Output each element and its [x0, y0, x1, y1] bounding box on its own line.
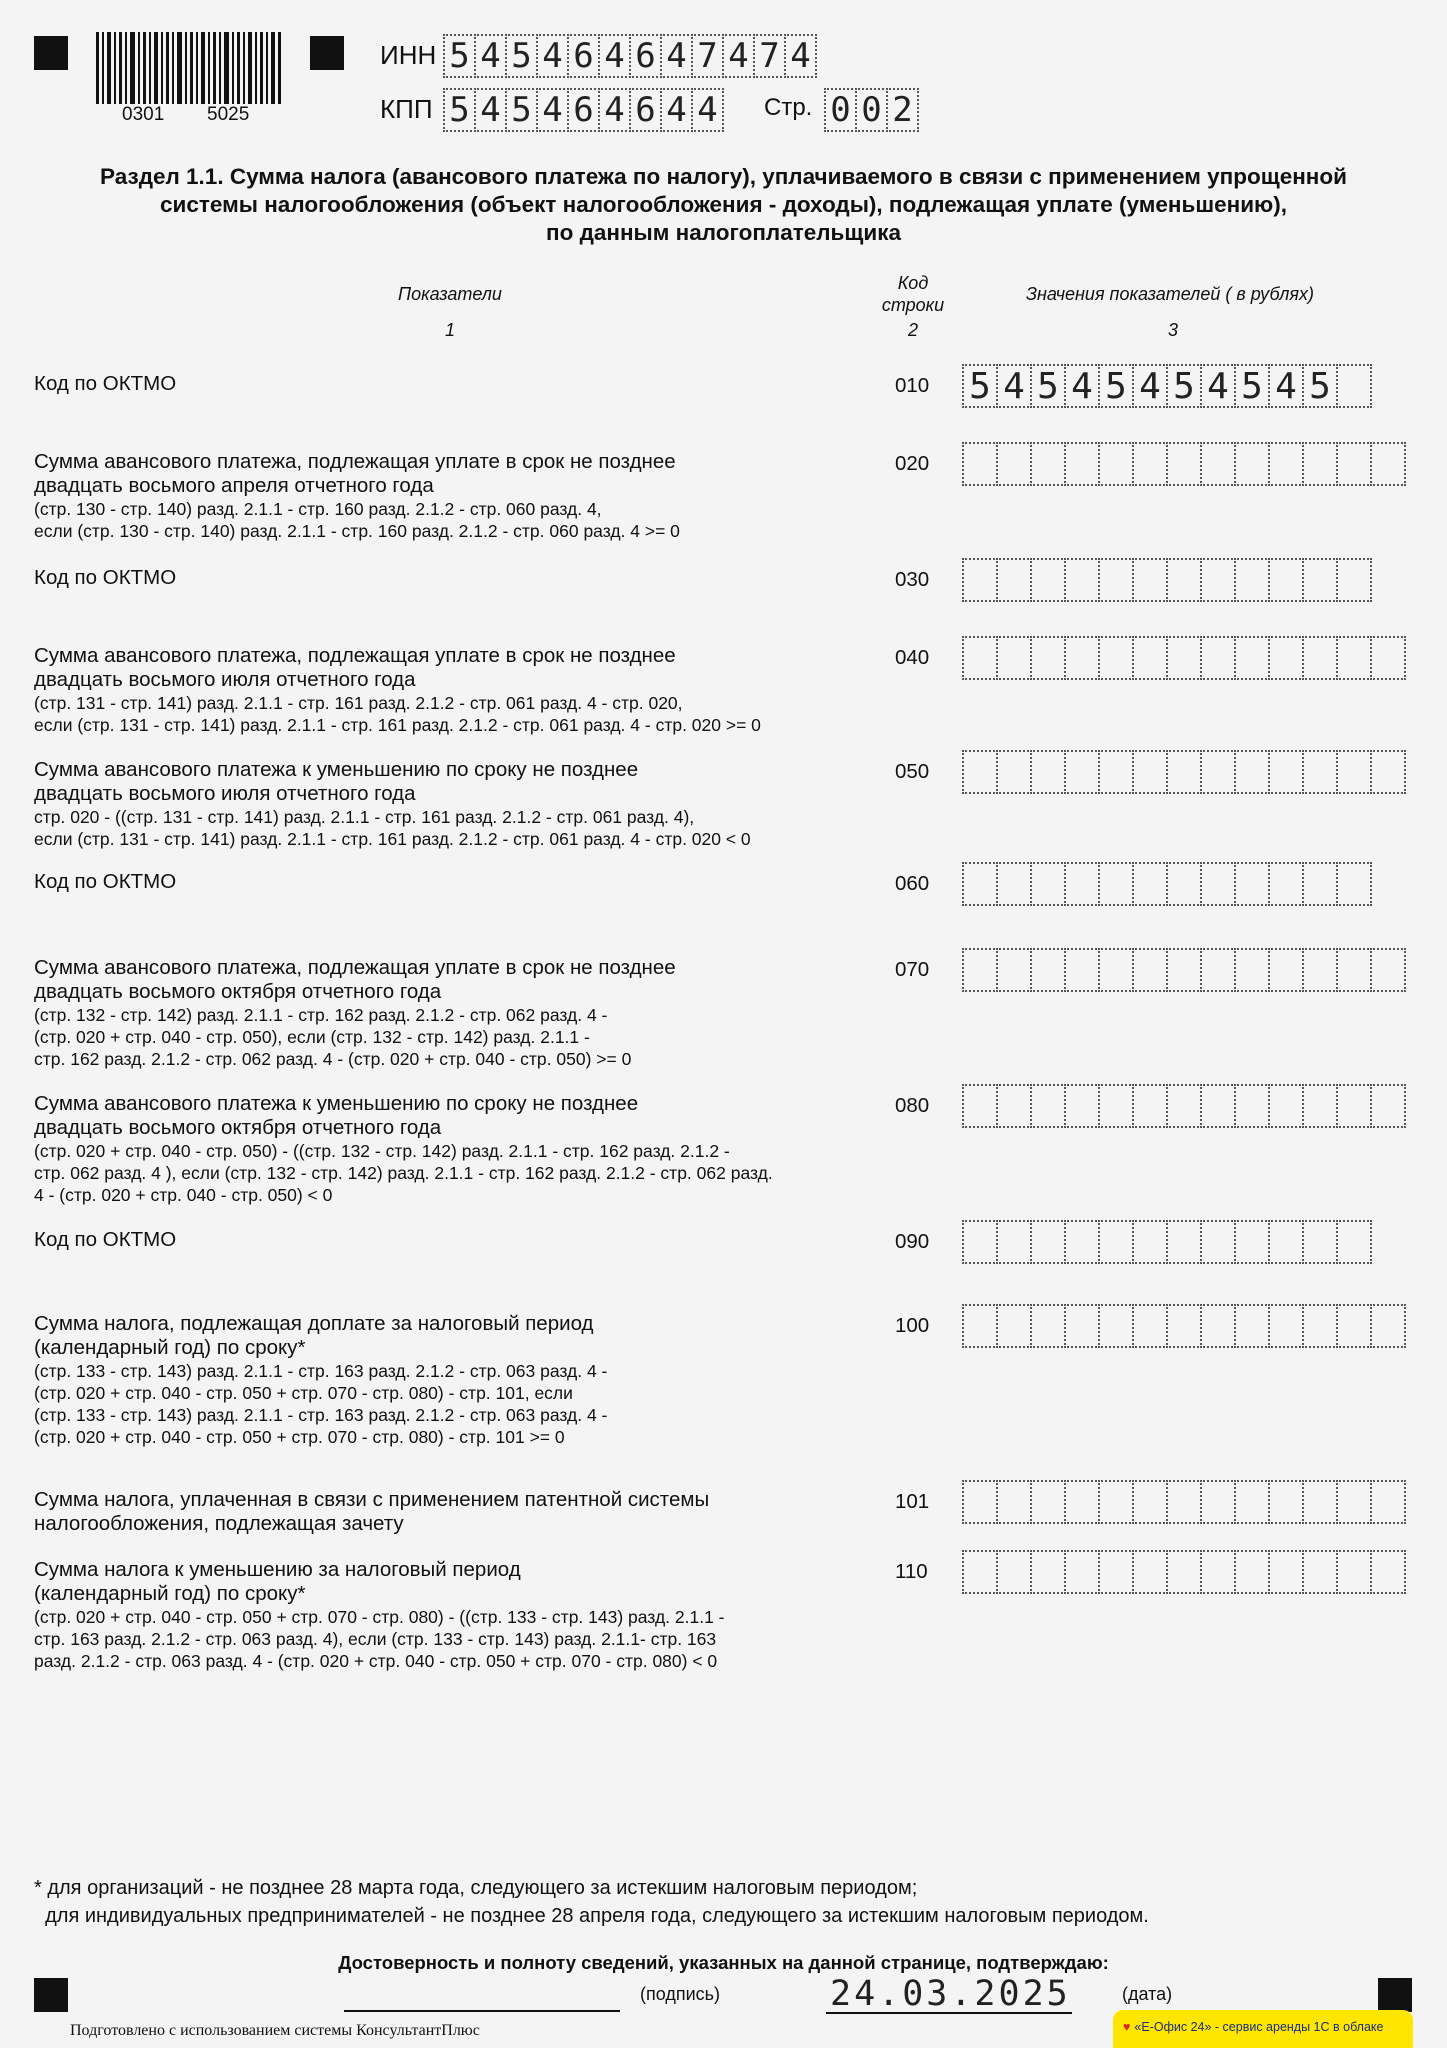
value-cell[interactable]: [996, 442, 1032, 486]
value-cell[interactable]: [1302, 1304, 1338, 1348]
confirmation-text: Достоверность и полноту сведений, указанных на данной странице, подтверждаю:: [338, 1952, 1109, 1973]
value-cell[interactable]: [1200, 1084, 1236, 1128]
row-description: [34, 1228, 874, 1252]
value-cell[interactable]: [1030, 948, 1066, 992]
value-cell[interactable]: [1302, 1220, 1338, 1264]
value-cell[interactable]: [1166, 862, 1202, 906]
value-cell[interactable]: [996, 1304, 1032, 1348]
value-cell[interactable]: [1098, 948, 1134, 992]
value-cell[interactable]: [1234, 1220, 1270, 1264]
row-value-cells: [964, 1550, 1406, 1594]
value-cell[interactable]: [962, 862, 998, 906]
value-cell[interactable]: [1234, 1480, 1270, 1524]
row-title-line: двадцать восьмого октября отчетного года: [34, 980, 442, 1003]
value-cell[interactable]: [1030, 1480, 1066, 1524]
value-cell[interactable]: [1030, 1220, 1066, 1264]
value-cell[interactable]: [996, 558, 1032, 602]
row-code: 070: [895, 958, 930, 981]
row-code: 010: [895, 374, 930, 397]
value-cell[interactable]: [1302, 1084, 1338, 1128]
value-cell[interactable]: [1336, 364, 1372, 408]
inn-cell[interactable]: 6: [567, 34, 600, 78]
value-cell[interactable]: [1132, 750, 1168, 794]
row-description: [34, 566, 874, 590]
row-code: 030: [895, 568, 930, 591]
value-cell[interactable]: [1200, 1550, 1236, 1594]
row-description: [34, 1092, 874, 1206]
value-cell[interactable]: [1234, 862, 1270, 906]
value-cell[interactable]: [1030, 558, 1066, 602]
value-cell[interactable]: [1234, 442, 1270, 486]
value-cell[interactable]: [1370, 948, 1406, 992]
inn-cell[interactable]: 7: [691, 34, 724, 78]
value-cell[interactable]: [1200, 1220, 1236, 1264]
value-cell[interactable]: [1336, 1084, 1372, 1128]
row-formula-line: (стр. 020 + стр. 040 - стр. 050) - ((стр. 132 - стр. 142) разд. 2.1.1 - стр. 162 разд. 2.1.2 -: [34, 1141, 730, 1161]
promo-banner[interactable]: [1113, 2010, 1413, 2048]
value-cell[interactable]: [1132, 1480, 1168, 1524]
value-cell[interactable]: [1166, 1084, 1202, 1128]
row-title-line: Сумма авансового платежа, подлежащая уплате в срок не позднее: [34, 450, 676, 473]
row-title-line: двадцать восьмого июля отчетного года: [34, 668, 416, 691]
value-cell[interactable]: [1200, 442, 1236, 486]
value-cell[interactable]: 4: [996, 364, 1032, 408]
row-description: [34, 1558, 874, 1672]
value-cell[interactable]: [1166, 1304, 1202, 1348]
heart-icon: ♥: [1123, 2020, 1131, 2034]
value-cell[interactable]: [1336, 1304, 1372, 1348]
row-description: [34, 1488, 874, 1536]
row-value-cells: [964, 1084, 1406, 1128]
row-value-cells: [964, 558, 1372, 602]
value-cell[interactable]: [1166, 750, 1202, 794]
value-cell[interactable]: [1336, 1220, 1372, 1264]
value-cell[interactable]: [1268, 750, 1304, 794]
title-line: по данным налогоплательщика: [546, 220, 901, 245]
barcode-number-left: 0301: [122, 104, 165, 125]
row-description: [34, 758, 874, 850]
value-cell[interactable]: [1166, 1550, 1202, 1594]
value-cell[interactable]: [1234, 1304, 1270, 1348]
kpp-cell[interactable]: 5: [443, 88, 476, 132]
row-value-cells: [964, 1220, 1372, 1264]
row-value-cells: [964, 948, 1406, 992]
value-cell[interactable]: [1064, 1550, 1100, 1594]
value-cell[interactable]: [1268, 558, 1304, 602]
value-cell[interactable]: [1234, 948, 1270, 992]
column-header-code: Код строки: [881, 273, 945, 315]
value-cell[interactable]: [1234, 1084, 1270, 1128]
value-cell[interactable]: 5: [1098, 364, 1134, 408]
inn-cell[interactable]: 7: [753, 34, 786, 78]
date-line: [826, 2012, 1072, 2014]
row-description: [34, 956, 874, 1070]
value-cell[interactable]: [1200, 1304, 1236, 1348]
row-value-cells: [964, 442, 1406, 486]
value-cell[interactable]: 4: [1200, 364, 1236, 408]
value-cell[interactable]: [1336, 636, 1372, 680]
value-cell[interactable]: [962, 1084, 998, 1128]
value-cell[interactable]: [1336, 948, 1372, 992]
date-label: (дата): [1122, 1984, 1173, 2004]
value-cell[interactable]: [1370, 442, 1406, 486]
value-cell[interactable]: 5: [1234, 364, 1270, 408]
value-cell[interactable]: [996, 1550, 1032, 1594]
value-cell[interactable]: [1268, 1084, 1304, 1128]
value-cell[interactable]: [1336, 442, 1372, 486]
value-cell[interactable]: [1132, 442, 1168, 486]
value-cell[interactable]: [1234, 558, 1270, 602]
inn-cell[interactable]: 6: [629, 34, 662, 78]
row-title-line: двадцать восьмого апреля отчетного года: [34, 474, 434, 497]
value-cell[interactable]: [1302, 750, 1338, 794]
signature-line[interactable]: [344, 2010, 620, 2012]
row-title-line: (календарный год) по сроку*: [34, 1336, 306, 1359]
row-code: 040: [895, 646, 930, 669]
title-line: Раздел 1.1. Сумма налога (авансового платежа по налогу), уплачиваемого в связи с применением упрощенной: [100, 164, 1347, 189]
value-cell[interactable]: [1302, 558, 1338, 602]
value-cell[interactable]: [1268, 1304, 1304, 1348]
value-cell[interactable]: [996, 636, 1032, 680]
section-title: [40, 163, 1407, 247]
value-cell[interactable]: [996, 750, 1032, 794]
row-title-line: Сумма авансового платежа, подлежащая уплате в срок не позднее: [34, 956, 676, 979]
value-cell[interactable]: [1132, 558, 1168, 602]
row-title-line: (календарный год) по сроку*: [34, 1582, 306, 1605]
value-cell[interactable]: [996, 862, 1032, 906]
row-formula-line: (стр. 020 + стр. 040 - стр. 050 + стр. 070 - стр. 080) - стр. 101, если: [34, 1383, 573, 1403]
value-cell[interactable]: [1064, 1480, 1100, 1524]
inn-cell[interactable]: 4: [784, 34, 817, 78]
value-cell[interactable]: [1064, 558, 1100, 602]
row-formula-line: (стр. 020 + стр. 040 - стр. 050 + стр. 070 - стр. 080) - стр. 101 >= 0: [34, 1427, 565, 1447]
value-cell[interactable]: [1200, 1480, 1236, 1524]
date-value[interactable]: 24.03.2025: [830, 1974, 1071, 2014]
value-cell[interactable]: [1030, 636, 1066, 680]
column-number-2: 2: [907, 320, 918, 340]
value-cell[interactable]: [1370, 1480, 1406, 1524]
value-cell[interactable]: [1132, 636, 1168, 680]
value-cell[interactable]: [1234, 636, 1270, 680]
value-cell[interactable]: [1064, 948, 1100, 992]
value-cell[interactable]: [1268, 948, 1304, 992]
value-cell[interactable]: [1030, 750, 1066, 794]
row-formula-line: (стр. 020 + стр. 040 - стр. 050 + стр. 070 - стр. 080) - ((стр. 133 - стр. 143) разд. 2.1.1 -: [34, 1607, 725, 1627]
value-cell[interactable]: [1234, 1550, 1270, 1594]
value-cell[interactable]: [1166, 558, 1202, 602]
value-cell[interactable]: 4: [1064, 364, 1100, 408]
value-cell[interactable]: [1030, 1304, 1066, 1348]
value-cell[interactable]: [962, 750, 998, 794]
value-cell[interactable]: [1200, 948, 1236, 992]
row-value-cells: [964, 1304, 1406, 1348]
footnote-line: для индивидуальных предпринимателей - не позднее 28 апреля года, следующего за истекшим налоговым периодом.: [34, 1905, 1149, 1927]
kpp-label: КПП: [380, 94, 433, 124]
row-formula-line: если (стр. 131 - стр. 141) разд. 2.1.1 - стр. 161 разд. 2.1.2 - стр. 061 разд. 4 - стр. 020 < 0: [34, 829, 751, 849]
page-cell[interactable]: 0: [855, 88, 888, 132]
row-title-line: Код по ОКТМО: [34, 566, 177, 589]
value-cell[interactable]: [1132, 1220, 1168, 1264]
row-value-cells: [964, 750, 1406, 794]
value-cell[interactable]: [1030, 1084, 1066, 1128]
row-code: 090: [895, 1230, 930, 1253]
value-cell[interactable]: [1302, 948, 1338, 992]
value-cell[interactable]: [1098, 442, 1134, 486]
kpp-cell[interactable]: 6: [567, 88, 600, 132]
row-title-line: двадцать восьмого июля отчетного года: [34, 782, 416, 805]
row-code: 101: [895, 1490, 930, 1513]
value-cell[interactable]: [1336, 1550, 1372, 1594]
value-cell[interactable]: [1234, 750, 1270, 794]
inn-cell[interactable]: 4: [598, 34, 631, 78]
kpp-cell[interactable]: 4: [474, 88, 507, 132]
value-cell[interactable]: 4: [1132, 364, 1168, 408]
kpp-cell[interactable]: 4: [660, 88, 693, 132]
kpp-cells: [445, 88, 724, 132]
value-cell[interactable]: [1030, 862, 1066, 906]
row-formula-line: (стр. 020 + стр. 040 - стр. 050), если (стр. 132 - стр. 142) разд. 2.1.1 -: [34, 1027, 590, 1047]
value-cell[interactable]: 5: [1302, 364, 1338, 408]
kpp-cell[interactable]: 4: [598, 88, 631, 132]
row-description: [34, 1312, 874, 1448]
row-title-line: Сумма авансового платежа, подлежащая уплате в срок не позднее: [34, 644, 676, 667]
value-cell[interactable]: [1166, 636, 1202, 680]
value-cell[interactable]: 5: [962, 364, 998, 408]
value-cell[interactable]: [1064, 750, 1100, 794]
row-formula-line: (стр. 132 - стр. 142) разд. 2.1.1 - стр. 162 разд. 2.1.2 - стр. 062 разд. 4 -: [34, 1005, 608, 1025]
value-cell[interactable]: [1098, 862, 1134, 906]
row-value-cells: [964, 636, 1406, 680]
value-cell[interactable]: [1302, 862, 1338, 906]
value-cell[interactable]: [1268, 442, 1304, 486]
value-cell[interactable]: [1302, 442, 1338, 486]
value-cell[interactable]: [1030, 442, 1066, 486]
row-code: 100: [895, 1314, 930, 1337]
value-cell[interactable]: [996, 948, 1032, 992]
row-title-line: Сумма авансового платежа к уменьшению по сроку не позднее: [34, 758, 639, 781]
row-value-cells: [964, 364, 1372, 408]
value-cell[interactable]: [1166, 948, 1202, 992]
value-cell[interactable]: [1098, 750, 1134, 794]
row-formula-line: стр. 163 разд. 2.1.2 - стр. 063 разд. 4), если (стр. 133 - стр. 143) разд. 2.1.1- стр. 163: [34, 1629, 717, 1649]
row-title-line: Сумма налога, уплаченная в связи с применением патентной системы: [34, 1488, 710, 1511]
value-cell[interactable]: [1064, 1304, 1100, 1348]
value-cell[interactable]: [962, 1220, 998, 1264]
value-cell[interactable]: [1064, 862, 1100, 906]
value-cell[interactable]: [1132, 1550, 1168, 1594]
value-cell[interactable]: [1064, 1084, 1100, 1128]
footnote: [34, 1874, 1149, 1930]
row-title-line: Код по ОКТМО: [34, 870, 177, 893]
value-cell[interactable]: [1132, 862, 1168, 906]
value-cell[interactable]: [1200, 750, 1236, 794]
value-cell[interactable]: 5: [1166, 364, 1202, 408]
row-description: [34, 450, 874, 542]
inn-cell[interactable]: 4: [474, 34, 507, 78]
row-formula-line: (стр. 133 - стр. 143) разд. 2.1.1 - стр. 163 разд. 2.1.2 - стр. 063 разд. 4 -: [34, 1405, 608, 1425]
value-cell[interactable]: [1370, 1304, 1406, 1348]
row-code: 050: [895, 760, 930, 783]
inn-cell[interactable]: 4: [536, 34, 569, 78]
value-cell[interactable]: [1098, 1304, 1134, 1348]
value-cell[interactable]: [1064, 1220, 1100, 1264]
value-cell[interactable]: [1370, 636, 1406, 680]
page-label: Стр.: [764, 94, 813, 121]
page-cell[interactable]: 2: [886, 88, 919, 132]
row-formula-line: разд. 2.1.2 - стр. 063 разд. 4 - (стр. 020 + стр. 040 - стр. 050 + стр. 070 - стр. 080) < 0: [34, 1651, 718, 1671]
row-formula-line: если (стр. 131 - стр. 141) разд. 2.1.1 - стр. 161 разд. 2.1.2 - стр. 061 разд. 4 - стр. 020 >= 0: [34, 715, 761, 735]
row-code: 060: [895, 872, 930, 895]
value-cell[interactable]: [1302, 1480, 1338, 1524]
kpp-cell[interactable]: 4: [536, 88, 569, 132]
row-formula-line: (стр. 133 - стр. 143) разд. 2.1.1 - стр. 163 разд. 2.1.2 - стр. 063 разд. 4 -: [34, 1361, 608, 1381]
row-description: [34, 644, 874, 736]
row-formula-line: 4 - (стр. 020 + стр. 040 - стр. 050) < 0: [34, 1185, 333, 1205]
value-cell[interactable]: [1370, 1550, 1406, 1594]
signature-label: (подпись): [640, 1984, 721, 2004]
value-cell[interactable]: [1098, 1084, 1134, 1128]
kpp-cell[interactable]: 6: [629, 88, 662, 132]
value-cell[interactable]: [1370, 750, 1406, 794]
row-title-line: Сумма авансового платежа к уменьшению по сроку не позднее: [34, 1092, 639, 1115]
value-cell[interactable]: [1268, 636, 1304, 680]
value-cell[interactable]: [962, 1550, 998, 1594]
row-title-line: Код по ОКТМО: [34, 372, 177, 395]
column-header-indicators: Показатели: [398, 284, 502, 304]
value-cell[interactable]: [1302, 636, 1338, 680]
row-formula-line: (стр. 130 - стр. 140) разд. 2.1.1 - стр. 160 разд. 2.1.2 - стр. 060 разд. 4,: [34, 499, 602, 519]
footnote-line: * для организаций - не позднее 28 марта года, следующего за истекшим налоговым периодом;: [34, 1877, 918, 1899]
value-cell[interactable]: [1200, 862, 1236, 906]
value-cell[interactable]: [1166, 1480, 1202, 1524]
value-cell[interactable]: [1098, 1550, 1134, 1594]
value-cell[interactable]: [962, 442, 998, 486]
value-cell[interactable]: 4: [1268, 364, 1304, 408]
corner-marker-bottom-left: [34, 1978, 68, 2012]
row-title-line: Сумма налога, подлежащая доплате за налоговый период: [34, 1312, 594, 1335]
inn-cells: [445, 34, 817, 78]
corner-marker-bottom-right: [1378, 1978, 1412, 2012]
value-cell[interactable]: [962, 1480, 998, 1524]
value-cell[interactable]: [1132, 948, 1168, 992]
value-cell[interactable]: [1370, 1084, 1406, 1128]
row-formula-line: (стр. 131 - стр. 141) разд. 2.1.1 - стр. 161 разд. 2.1.2 - стр. 061 разд. 4 - стр. 020,: [34, 693, 683, 713]
value-cell[interactable]: [962, 636, 998, 680]
value-cell[interactable]: [1030, 1550, 1066, 1594]
inn-cell[interactable]: 5: [443, 34, 476, 78]
inn-cell[interactable]: 5: [505, 34, 538, 78]
value-cell[interactable]: [1166, 1220, 1202, 1264]
row-code: 020: [895, 452, 930, 475]
row-title-line: налогообложения, подлежащая зачету: [34, 1512, 404, 1535]
value-cell[interactable]: [1268, 862, 1304, 906]
column-header-values: Значения показателей ( в рублях): [1025, 284, 1315, 304]
value-cell[interactable]: [1268, 1550, 1304, 1594]
value-cell[interactable]: [996, 1084, 1032, 1128]
corner-marker-top-right: [310, 36, 344, 70]
value-cell[interactable]: [1098, 636, 1134, 680]
value-cell[interactable]: [962, 1304, 998, 1348]
value-cell[interactable]: [1336, 558, 1372, 602]
value-cell[interactable]: [1132, 1084, 1168, 1128]
inn-cell[interactable]: 4: [660, 34, 693, 78]
row-description: [34, 372, 874, 396]
row-formula-line: стр. 162 разд. 2.1.2 - стр. 062 разд. 4 - (стр. 020 + стр. 040 - стр. 050) >= 0: [34, 1049, 632, 1069]
value-cell[interactable]: [1268, 1220, 1304, 1264]
row-title-line: Код по ОКТМО: [34, 1228, 177, 1251]
page-cells: [826, 88, 919, 132]
value-cell[interactable]: [1268, 1480, 1304, 1524]
value-cell[interactable]: [1336, 1480, 1372, 1524]
value-cell[interactable]: [1064, 636, 1100, 680]
row-code: 110: [895, 1560, 928, 1583]
kpp-cell[interactable]: 4: [691, 88, 724, 132]
row-value-cells: [964, 862, 1372, 906]
value-cell[interactable]: [1064, 442, 1100, 486]
barcode-number-right: 5025: [207, 104, 250, 125]
value-cell[interactable]: [962, 948, 998, 992]
value-cell[interactable]: [1098, 558, 1134, 602]
title-line: системы налогообложения (объект налогообложения - доходы), подлежащая уплате (уменьшению),: [160, 192, 1287, 217]
value-cell[interactable]: [1336, 862, 1372, 906]
value-cell[interactable]: [1098, 1480, 1134, 1524]
row-formula-line: стр. 020 - ((стр. 131 - стр. 141) разд. 2.1.1 - стр. 161 разд. 2.1.2 - стр. 061 разд. 4),: [34, 807, 695, 827]
value-cell[interactable]: [1200, 636, 1236, 680]
value-cell[interactable]: [962, 558, 998, 602]
value-cell[interactable]: [1302, 1550, 1338, 1594]
prepared-by-note: Подготовлено с использованием системы КонсультантПлюс: [70, 2022, 480, 2039]
inn-cell[interactable]: 4: [722, 34, 755, 78]
row-value-cells: [964, 1480, 1406, 1524]
row-description: [34, 870, 874, 894]
value-cell[interactable]: [1098, 1220, 1134, 1264]
value-cell[interactable]: [1166, 442, 1202, 486]
value-cell[interactable]: [996, 1480, 1032, 1524]
row-code: 080: [895, 1094, 930, 1117]
inn-label: ИНН: [380, 40, 437, 70]
value-cell[interactable]: [1132, 1304, 1168, 1348]
row-formula-line: если (стр. 130 - стр. 140) разд. 2.1.1 - стр. 160 разд. 2.1.2 - стр. 060 разд. 4 >= 0: [34, 521, 680, 541]
row-title-line: Сумма налога к уменьшению за налоговый период: [34, 1558, 521, 1581]
row-formula-line: стр. 062 разд. 4 ), если (стр. 132 - стр. 142) разд. 2.1.1 - стр. 162 разд. 2.1.2 - стр. 062 разд.: [34, 1163, 773, 1183]
kpp-cell[interactable]: 5: [505, 88, 538, 132]
corner-marker-top-left: [34, 36, 68, 70]
value-cell[interactable]: 5: [1030, 364, 1066, 408]
value-cell[interactable]: [1336, 750, 1372, 794]
promo-text: «Е-Офис 24» - сервис аренды 1С в облаке: [1134, 2020, 1384, 2034]
row-title-line: двадцать восьмого октября отчетного года: [34, 1116, 442, 1139]
value-cell[interactable]: [996, 1220, 1032, 1264]
page-cell[interactable]: 0: [824, 88, 857, 132]
value-cell[interactable]: [1200, 558, 1236, 602]
barcode: [96, 32, 282, 104]
column-number-3: 3: [1167, 320, 1178, 340]
column-number-1: 1: [444, 320, 455, 340]
